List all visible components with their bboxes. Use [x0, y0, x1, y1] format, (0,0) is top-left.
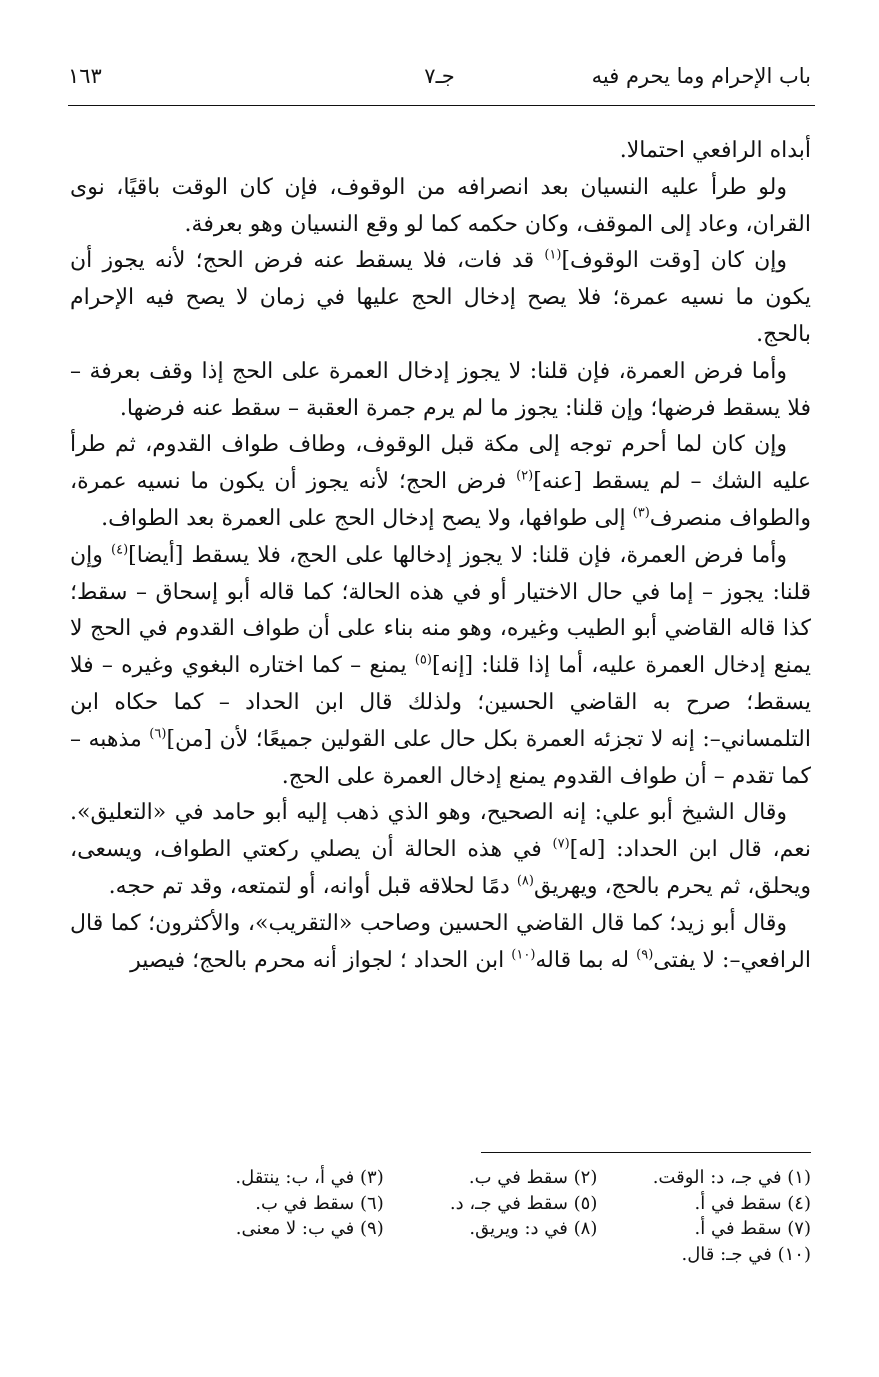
text-run: وإن كان [وقت الوقوف]	[561, 248, 787, 274]
text-run: قد فات، فلا يسقط عنه فرض الحج؛ لأنه يجوز أن يكون ما نسيه عمرة؛ فلا يصح إدخال الحج عليها في زمان لا يصح فيه الإحرام بالحج.	[70, 248, 811, 347]
footnote: (٣) في أ، ب: ينتقل.	[235, 1167, 384, 1188]
text-run: وإن قلنا: يجوز – إما في حال الاختيار أو في هذه الحالة؛ كما قاله أبو إسحاق – سقط؛ كذا قاله القاضي أبو الطيب وغيره، وهو منه بناء على أن طواف القدوم في الحج لا يمنع إدخال العمرة عليه، أما إذا قلنا: [إنه]	[70, 542, 812, 679]
footnote: (٦) سقط في ب.	[255, 1192, 384, 1214]
text-run: ابن الحداد ؛ لجواز أنه محرم بالحج؛ فيصير	[130, 947, 512, 973]
text-run: وقال الشيخ أبو علي: إنه الصحيح، وهو الذي ذهب إليه أبو حامد في «التعليق». نعم، قال ابن الحداد: [له]	[70, 800, 812, 863]
footnote-row	[170, 1216, 811, 1242]
text-run: يمنع – كما اختاره البغوي وغيره – فلا يسقط؛ صرح به القاضي الحسين؛ ولذلك قال ابن الحداد – كما حكاه ابن التلمساني–: إنه لا تجزئه العمرة بكل حال على القولين جميعًا؛ لأن [من]	[70, 653, 811, 752]
footnote: (٥) سقط في جـ، د.	[449, 1192, 598, 1214]
footnote-marker: (١)	[544, 248, 562, 264]
footnote-marker: (١٠)	[511, 947, 536, 963]
text-run: وأما فرض العمرة، فإن قلنا: لا يجوز إدخال العمرة على الحج إذا وقف بعرفة – فلا يسقط فرضها؛ وإن قلنا: يجوز ما لم يرم جمرة العقبة – سقط عنه فرضها.	[70, 358, 811, 421]
footnote-row	[170, 1242, 811, 1268]
paragraph	[70, 795, 811, 905]
paragraph	[70, 133, 811, 170]
footnote-marker: (٣)	[632, 505, 650, 521]
text-run: دمًا لحلاقه قبل أوانه، أو لتمتعه، وقد تم حجه.	[108, 873, 517, 899]
text-run: له بما قاله	[535, 947, 637, 973]
footnote-marker: (٤)	[111, 542, 129, 558]
paragraph	[70, 906, 811, 980]
footnote-marker: (٨)	[516, 873, 534, 889]
footnote-marker: (٩)	[636, 947, 654, 963]
text-run: فرض الحج؛ لأنه يجوز أن يكون ما نسيه عمرة، والطواف منصرف	[70, 469, 811, 531]
footnote-marker: (٧)	[552, 836, 570, 852]
footnote: (٧) سقط في أ.	[694, 1218, 811, 1239]
paragraph	[70, 170, 811, 244]
footnote-separator	[481, 1152, 811, 1153]
volume-number: جـ٧	[424, 64, 455, 88]
footnotes	[170, 1165, 811, 1267]
footnote: (٨) في د: ويريق.	[469, 1218, 598, 1239]
chapter-title: باب الإحرام وما يحرم فيه	[591, 64, 811, 88]
paragraph	[70, 427, 811, 537]
footnote: (١٠) في جـ: قال.	[681, 1243, 811, 1265]
footnote-row	[170, 1191, 811, 1217]
text-run: مذهبه – كما تقدم – أن طواف القدوم يمنع إدخال العمرة على الحج.	[70, 726, 811, 789]
footnote: (١) في جـ، د: الوقت.	[652, 1167, 811, 1188]
text-run: في هذه الحالة أن يصلي ركعتي الطواف، ويسعى، ويحلق، ثم يحرم بالحج، ويهريق	[70, 837, 811, 899]
footnote-marker: (٢)	[516, 468, 534, 484]
footnote-marker: (٦)	[149, 726, 167, 742]
footnote: (٢) سقط في ب.	[468, 1167, 598, 1188]
text-run: أبداه الرافعي احتمالا.	[619, 138, 811, 163]
footnote: (٤) سقط في أ.	[694, 1192, 811, 1214]
text-run: ولو طرأ عليه النسيان بعد انصرافه من الوقوف، فإن كان الوقت باقيًا، نوى القران، وعاد إلى الموقف، وكان حكمه كما لو وقع النسيان وهو بعرفة.	[70, 174, 811, 237]
header-rule	[68, 105, 815, 106]
paragraph	[70, 354, 811, 428]
text-run: إلى طوافها، ولا يصح إدخال الحج على العمرة بعد الطواف.	[101, 505, 633, 531]
text-run: وقال أبو زيد؛ كما قال القاضي الحسين وصاحب «التقريب»، والأكثرون؛ كما قال الرافعي–: لا يفتى	[70, 910, 811, 973]
main-text	[70, 133, 811, 979]
footnote-marker: (٥)	[414, 652, 432, 668]
paragraph	[70, 538, 811, 796]
running-header	[68, 62, 811, 102]
text-run: وإن كان لما أحرم توجه إلى مكة قبل الوقوف، وطاف طواف القدوم، ثم طرأ عليه الشك – لم يسقط [عنه]	[70, 432, 812, 495]
footnote-row	[170, 1165, 811, 1191]
text-run: وأما فرض العمرة، فإن قلنا: لا يجوز إدخالها على الحج، فلا يسقط [أيضا]	[128, 542, 787, 568]
paragraph	[70, 243, 811, 353]
footnote: (٩) في ب: لا معنى.	[235, 1218, 384, 1239]
page-number: ١٦٣	[68, 64, 102, 88]
